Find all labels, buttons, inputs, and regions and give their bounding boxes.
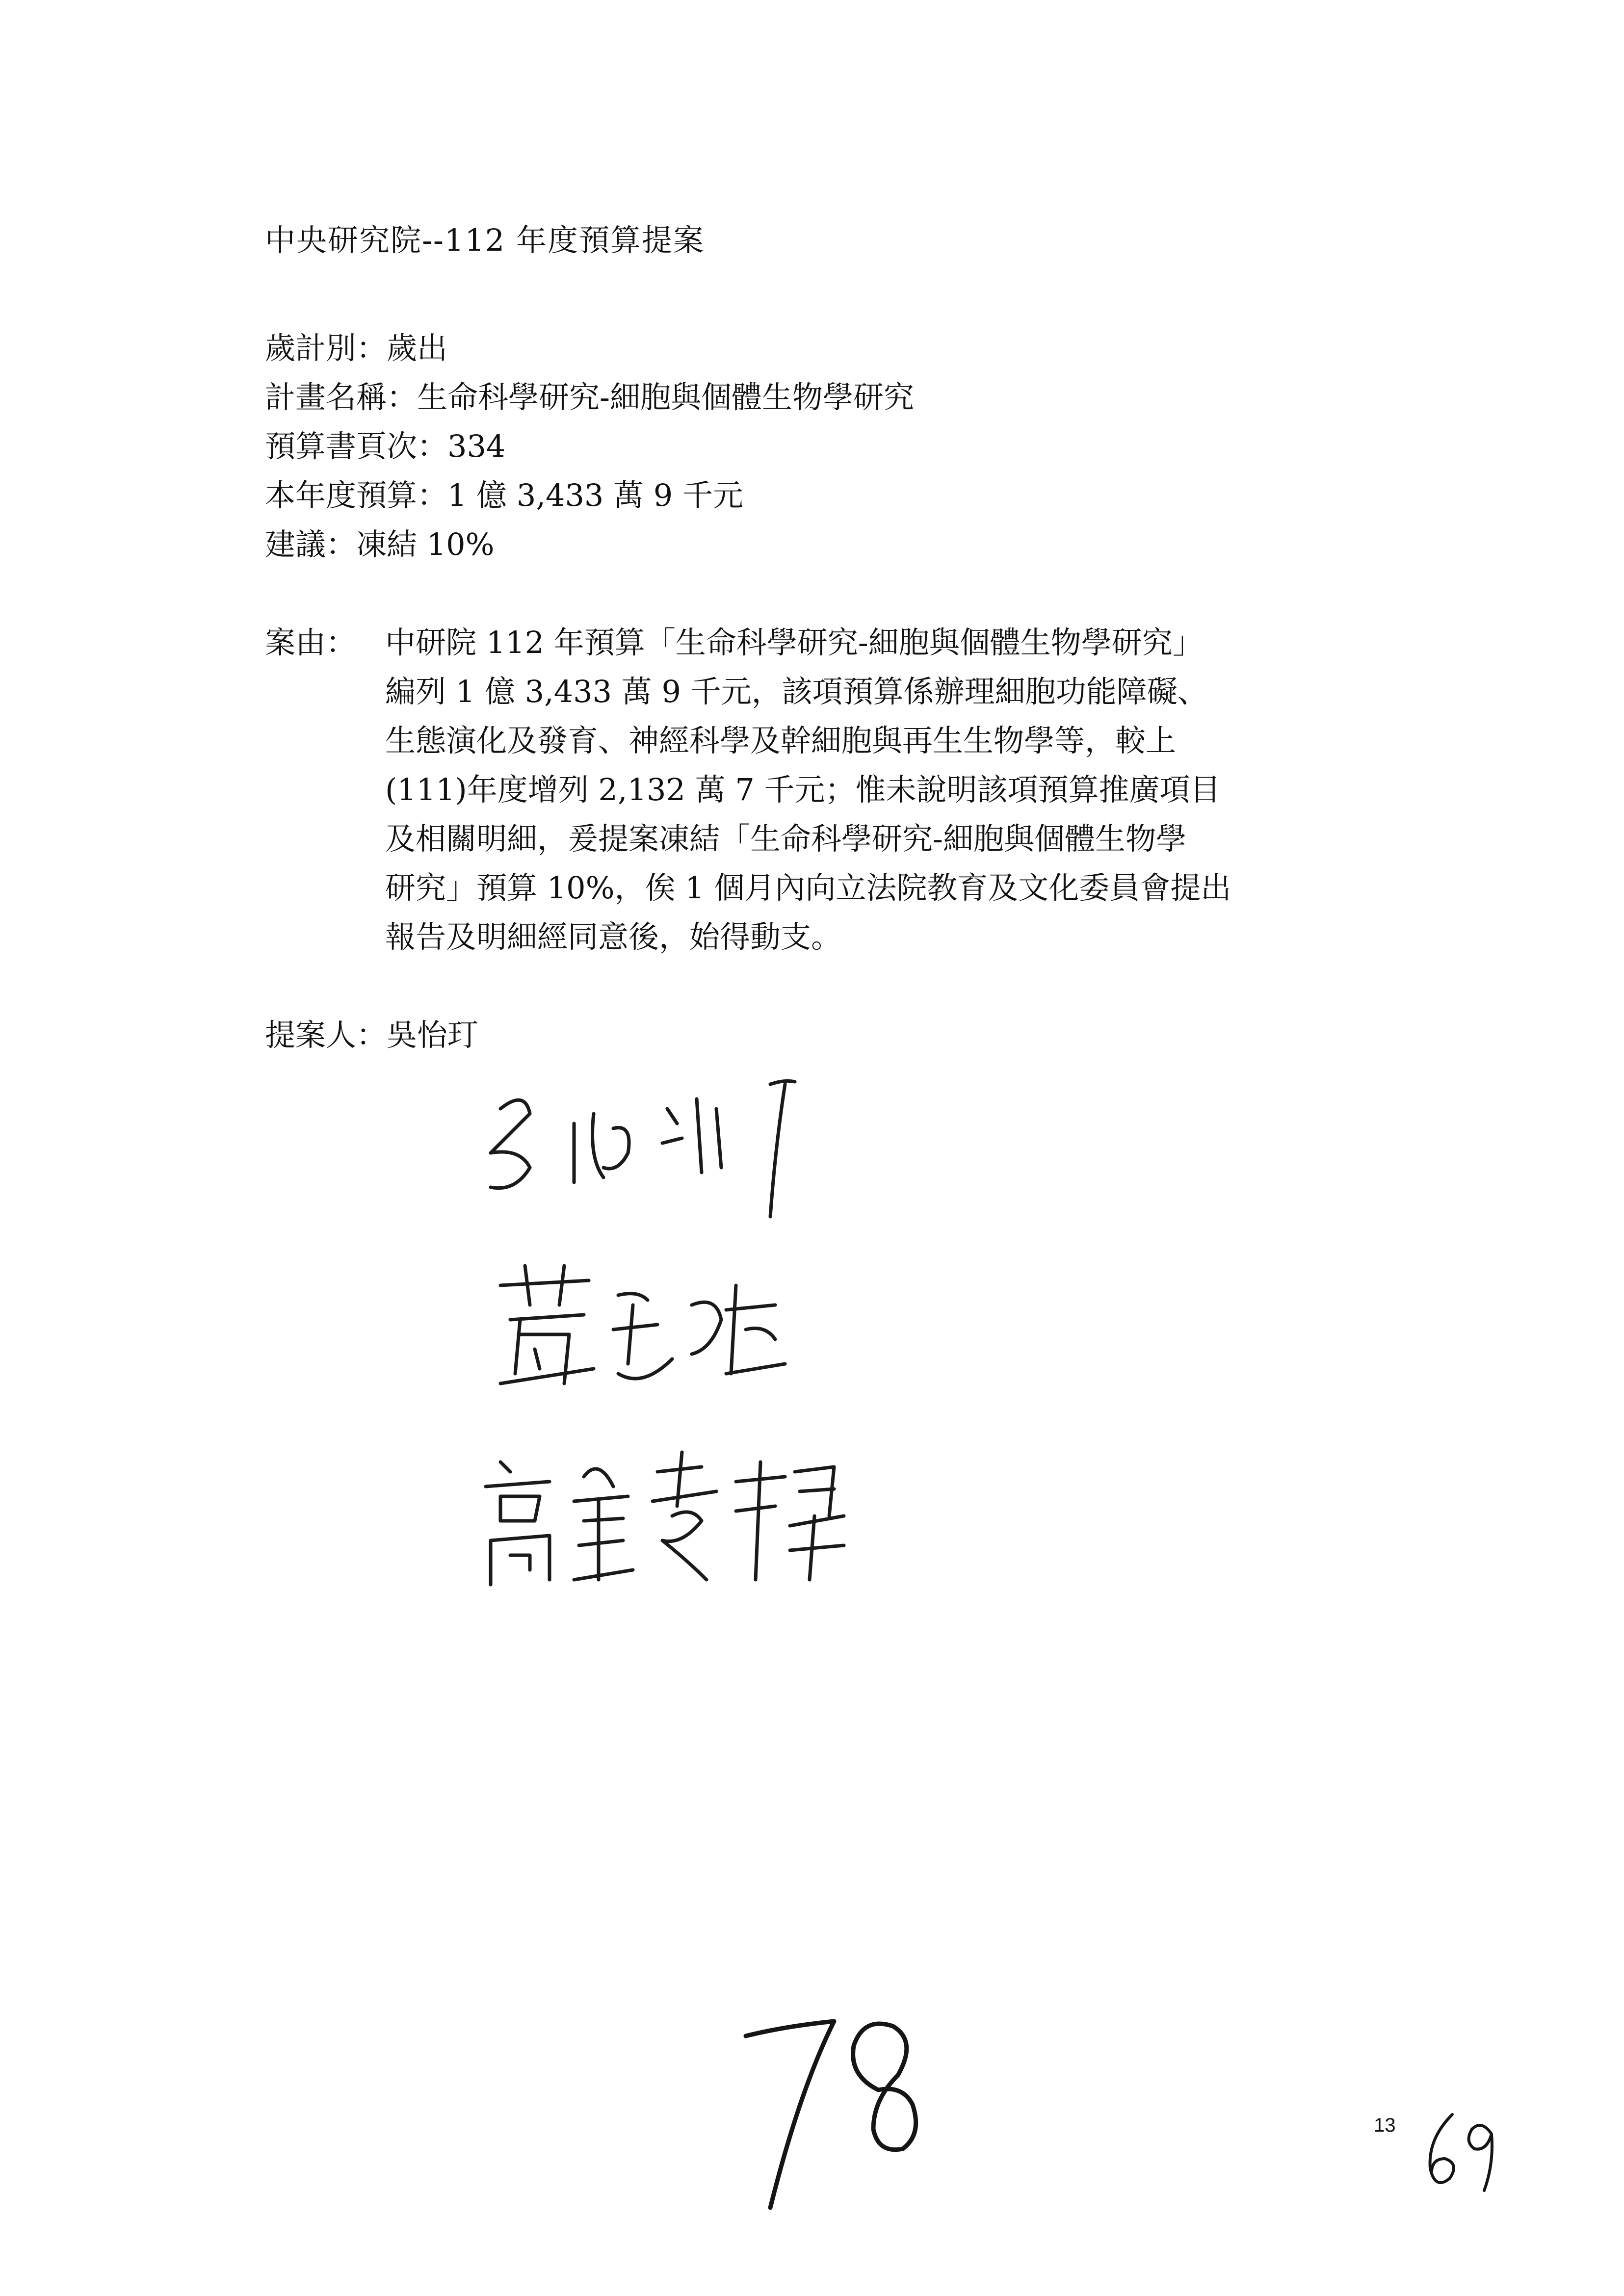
signature-1 (471, 1070, 913, 1226)
field-recommendation (265, 520, 914, 569)
reason-label: 案由： (265, 625, 357, 660)
reason-line: (111)年度增列 2,132 萬 7 千元；惟未說明該項預算推廣項目 (385, 772, 1221, 808)
reason-section (265, 618, 1403, 962)
field-label: 預算書頁次： (265, 428, 448, 464)
reason-body (385, 618, 1403, 962)
field-budget-page (265, 422, 914, 471)
signature-1-drawing (471, 1070, 913, 1226)
page-number-handwritten (1418, 2100, 1501, 2193)
field-value: 凍結 10% (356, 526, 495, 562)
reason-line: 報告及明細經同意後，始得動支。 (385, 919, 842, 955)
field-label: 本年度預算： (265, 477, 448, 513)
proposer-label: 提案人： (265, 1017, 387, 1053)
handwritten-number (726, 2002, 932, 2222)
reason-line: 編列 1 億 3,433 萬 9 千元，該項預算係辦理細胞功能障礙、 (385, 674, 1208, 709)
signature-block (471, 1070, 913, 1624)
field-value: 334 (447, 428, 506, 464)
signature-3-drawing (471, 1433, 913, 1590)
reason-line: 中研院 112 年預算「生命科學研究-細胞與個體生物學研究」 (385, 625, 1203, 660)
proposer-name: 吳怡玎 (387, 1017, 478, 1053)
reason-line: 研究」預算 10%，俟 1 個月內向立法院教育及文化委員會提出 (385, 870, 1231, 906)
signature-2 (471, 1246, 913, 1403)
handwritten-69-drawing (1418, 2100, 1501, 2193)
signature-3 (471, 1433, 913, 1590)
page-number-printed: 13 (1374, 2114, 1396, 2136)
field-label: 歲計別： (265, 330, 387, 366)
field-value: 歲出 (387, 330, 448, 366)
handwritten-78-drawing (726, 2002, 932, 2222)
field-plan-name (265, 373, 914, 422)
field-budget-category (265, 324, 914, 373)
signature-2-drawing (471, 1246, 913, 1403)
meta-fields (265, 324, 914, 569)
field-value: 1 億 3,433 萬 9 千元 (447, 477, 743, 513)
document-title: 中央研究院--112 年度預算提案 (265, 222, 705, 258)
proposer (265, 1011, 478, 1054)
field-value: 生命科學研究-細胞與個體生物學研究 (417, 379, 914, 415)
reason-line: 及相關明細，爰提案凍結「生命科學研究-細胞與個體生物學 (385, 821, 1186, 857)
field-label: 建議： (265, 526, 357, 562)
field-label: 計畫名稱： (265, 379, 418, 415)
field-annual-budget (265, 471, 914, 520)
reason-line: 生態演化及發育、神經科學及幹細胞與再生生物學等，較上 (385, 723, 1177, 758)
